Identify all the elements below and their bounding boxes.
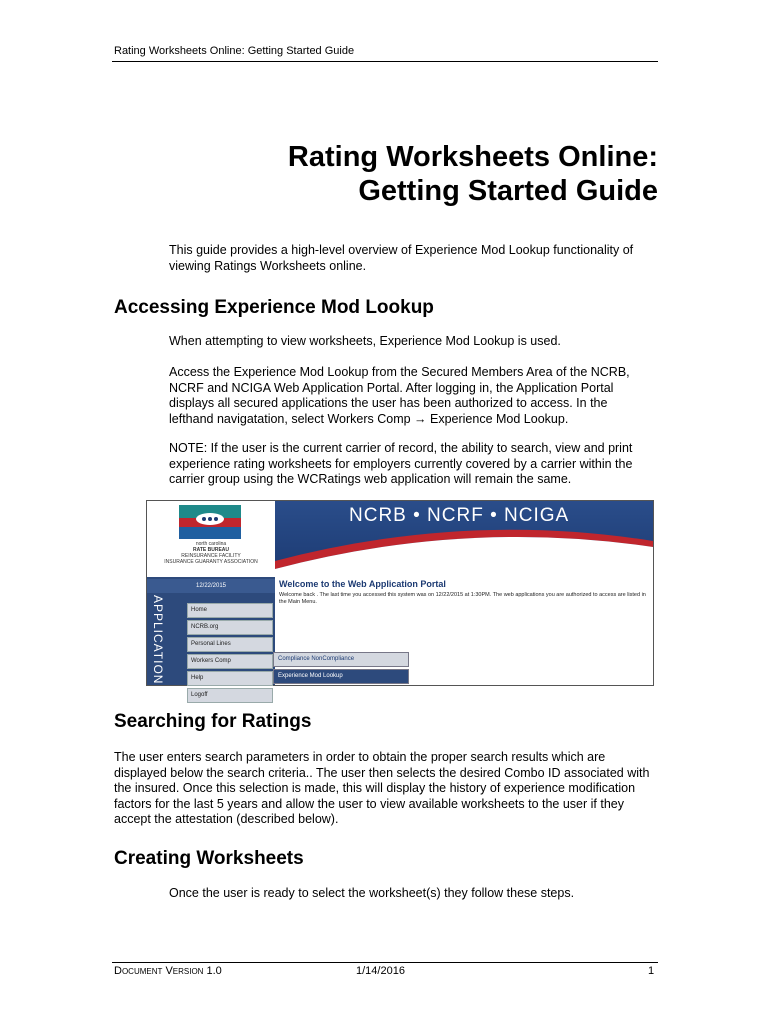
intro-paragraph: This guide provides a high-level overview of Experience Mod Lookup functionality of viewing Ratings Worksheets online. [169, 243, 634, 273]
portal-logo-area [147, 501, 275, 577]
portal-menu-personal-lines[interactable]: Personal Lines [187, 637, 273, 652]
portal-menu-workers-comp[interactable]: Workers Comp [187, 654, 273, 669]
accessing-paragraph-2: Access the Experience Mod Lookup from the Secured Members Area of the NCRB, NCRF and NCIGA Web Application Portal. After logging in, the Application Portal displays all secured applications the user has been authorized to access. In the lefthand navigatation, select Workers Comp → Experience Mod Lookup. [169, 365, 630, 426]
running-header: Rating Worksheets Online: Getting Started Guide [114, 45, 355, 57]
portal-sidebar [147, 577, 275, 698]
portal-menu-home[interactable]: Home [187, 603, 273, 618]
portal-banner [275, 501, 653, 577]
accessing-paragraph-1: When attempting to view worksheets, Experience Mod Lookup is used. [169, 334, 561, 348]
portal-submenu-experience-mod[interactable]: Experience Mod Lookup [273, 669, 409, 684]
footer-rule [112, 962, 658, 963]
logo-line-1: north carolina [195, 541, 227, 547]
portal-submenu-compliance[interactable]: Compliance NonCompliance [273, 652, 409, 667]
footer-doc-version: Document Version 1.0 [114, 965, 222, 977]
page-title [200, 140, 658, 208]
title-line-1: Rating Worksheets Online: [287, 141, 658, 173]
footer-date: 1/14/2016 [356, 965, 405, 977]
portal-menu-logoff[interactable]: Logoff [187, 688, 273, 703]
portal-menu [187, 603, 273, 705]
portal-menu-ncrb[interactable]: NCRB.org [187, 620, 273, 635]
ncrb-logo-icon [179, 505, 241, 539]
footer-page-number: 1 [648, 965, 655, 977]
portal-submenu [273, 652, 409, 686]
title-line-2: Getting Started Guide [358, 175, 658, 207]
portal-welcome-message: Welcome back . The last time you accessed this system was on 12/22/2015 at 1:30PM. The web applications you are authorized to access are listed in the Main Menu. [279, 592, 646, 605]
portal-vertical-label: APPLICATION P [151, 595, 165, 698]
searching-paragraph: The user enters search parameters in order to obtain the proper search results which are displayed below the search criteria.. The user then selects the desired Combo ID associated with the insured. Once this selection is made, this will display the history of experience modification factors for the last 5 years and allow the user to view available worksheets to the user if they accept the attestation (described below). [114, 750, 650, 826]
section-heading-creating: Creating Worksheets [114, 848, 304, 869]
creating-paragraph: Once the user is ready to select the worksheet(s) they follow these steps. [169, 886, 575, 900]
logo-line-4: INSURANCE GUARANTY ASSOCIATION [164, 559, 258, 565]
portal-menu-help[interactable]: Help [187, 671, 273, 686]
logo-line-2: RATE BUREAU [192, 547, 230, 553]
accessing-note: NOTE: If the user is the current carrier of record, the ability to search, view and print experience rating worksheets for employers currently covered by a carrier within the carrier group using the WCRatings web application will remain the same. [169, 441, 633, 486]
section-heading-searching: Searching for Ratings [114, 711, 312, 732]
portal-welcome-heading: Welcome to the Web Application Portal [279, 579, 446, 589]
portal-date: 12/22/2015 [147, 579, 275, 593]
section-heading-accessing: Accessing Experience Mod Lookup [114, 297, 434, 318]
logo-line-3: REINSURANCE FACILITY [181, 553, 241, 559]
portal-banner-text: NCRB • NCRF • NCIGA [349, 505, 570, 526]
portal-screenshot [146, 500, 654, 698]
header-rule [112, 61, 658, 62]
